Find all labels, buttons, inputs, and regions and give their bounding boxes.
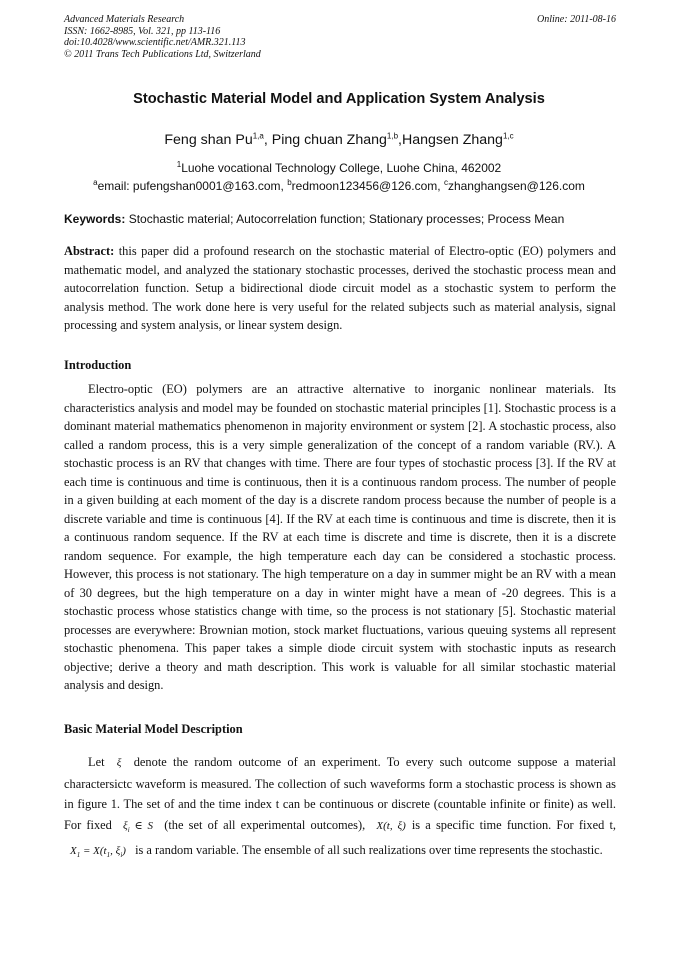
copyright-line: © 2011 Trans Tech Publications Ltd, Switzerland <box>64 48 261 60</box>
issn-line: ISSN: 1662-8985, Vol. 321, pp 113-116 <box>64 25 221 37</box>
journal-header <box>64 14 261 60</box>
text-segment: is a specific time function. For fixed t, <box>411 817 616 832</box>
email-text: email: pufengshan0001@163.com, <box>97 179 288 193</box>
abstract <box>64 242 616 335</box>
email-line <box>0 179 678 193</box>
keywords-label: Keywords: <box>64 212 126 226</box>
section-heading-introduction: Introduction <box>64 358 132 372</box>
author-sup: 1,b <box>386 131 399 141</box>
author-name: Feng shan Pu <box>164 132 253 148</box>
text-segment: denote the random outcome of an experiment. To every such outcome suppose a material charactersictc waveform is measured. The collection of such waveforms form a stochastic process is shown as in figure 1. The set of and the time index t can be continuous or discrete (countable infinite or finite) as well. For fixed <box>64 755 616 832</box>
online-date: Online: 2011-08-16 <box>537 14 616 25</box>
section-heading-basic-model: Basic Material Model Description <box>64 722 243 736</box>
author-sep: , <box>398 132 402 148</box>
author-name: Hangsen Zhang <box>401 132 503 148</box>
math-x1-equation <box>70 845 126 860</box>
basic-model-paragraph <box>64 752 616 866</box>
email-sup: c <box>443 178 448 187</box>
journal-name: Advanced Materials Research <box>64 14 185 25</box>
email-text: redmoon123456@126.com, <box>291 179 444 193</box>
author-sup: 1,a <box>252 131 264 141</box>
text-segment: is a random variable. The ensemble of all such realizations over time represents the stochastic. <box>135 843 603 858</box>
math-xi-in-s <box>123 820 153 832</box>
introduction-paragraph: Electro-optic (EO) polymers are an attractive alternative to inorganic nonlinear materials. Its characteristics analysis and model may be founded on stochastic material principles [1]. Stochastic process is a dominant material mathematics phenomenon in majority environment or system [2]. A stochastic process, also called a random process, this is a very simple generalization of the concept of a random variable (RV.). A stochastic process is an RV that changes with time. There are four types of stochastic process [3]. If the RV at each time is continuous and time is continuous, then it is a continuous random process. The number of people in a given building at each moment of the day is a discrete random process because the number of people is a discrete variable and time is continuous [4]. If the RV at each time is continuous and time is discrete, then it is a continuous random sequence. If the RV at each time is discrete and time is discrete, then it is a discrete random sequence. For example, the high temperature each day can be considered a stochastic process. However, this process is not stationary. The high temperature on a day in summer might be an RV with a mean of 30 degrees, but the high temperature on a day in winter might have a mean of -20 degrees. This is a stochastic process whose statistics change with time, so the process is not stationary [5]. Stochastic material processes are everywhere: Brownian motion, stock market fluctuations, various queuing systems all represent stochastic phenomena. This paper takes a simple diode circuit system with stochastic inputs as research objective; derive a theory and math description. This work is valuable for all similar stochastic material analysis and design. <box>64 382 616 692</box>
email-text: zhanghangsen@126.com <box>447 179 585 193</box>
paper-title: Stochastic Material Model and Application System Analysis <box>133 91 545 107</box>
email-sup: b <box>287 178 292 187</box>
keywords <box>64 212 616 226</box>
doi-line: doi:10.4028/www.scientific.net/AMR.321.113 <box>64 37 246 48</box>
affiliation-text: Luohe vocational Technology College, Luohe China, 462002 <box>181 161 502 175</box>
text-segment: Let <box>88 755 105 769</box>
author-list <box>0 132 678 148</box>
text-segment: (the set of all experimental outcomes), <box>164 817 366 832</box>
abstract-text: this paper did a profound research on the stochastic material of Electro-optic (EO) polymers and mathematic model, and analyzed the stationary stochastic processes, derived the stochastic process mean and autocorrelation function. Setup a bidirectional diode circuit model as a stochastic system to perform the analysis method. The work done here is very useful for the related subjects such as material analysis, signal processing and system analysis, or linear system design. <box>64 244 616 332</box>
author-sup: 1,c <box>502 131 514 141</box>
math-symbol: ) <box>122 845 126 858</box>
math-symbol: X <box>70 845 77 858</box>
author-sep: , <box>263 132 272 148</box>
keywords-text: Stochastic material; Autocorrelation function; Stationary processes; Process Mean <box>125 212 565 226</box>
abstract-label: Abstract: <box>64 244 115 258</box>
author-name: Ping chuan Zhang <box>271 132 387 148</box>
math-x-t-xi: X(t, ξ) <box>376 819 406 832</box>
affiliation-sup: 1 <box>176 160 182 169</box>
math-xi: ξ <box>116 757 122 769</box>
math-sub: i <box>120 851 123 860</box>
email-sup: a <box>93 178 98 187</box>
math-symbol: ξ <box>123 819 128 832</box>
math-sub: 1 <box>76 851 81 860</box>
math-symbol: = X(t <box>80 845 107 858</box>
math-sub: i <box>127 825 130 834</box>
math-symbol: , ξ <box>110 845 121 858</box>
math-sub: 1 <box>106 851 111 860</box>
affiliation <box>0 161 678 175</box>
math-symbol: ∈ S <box>129 819 154 832</box>
